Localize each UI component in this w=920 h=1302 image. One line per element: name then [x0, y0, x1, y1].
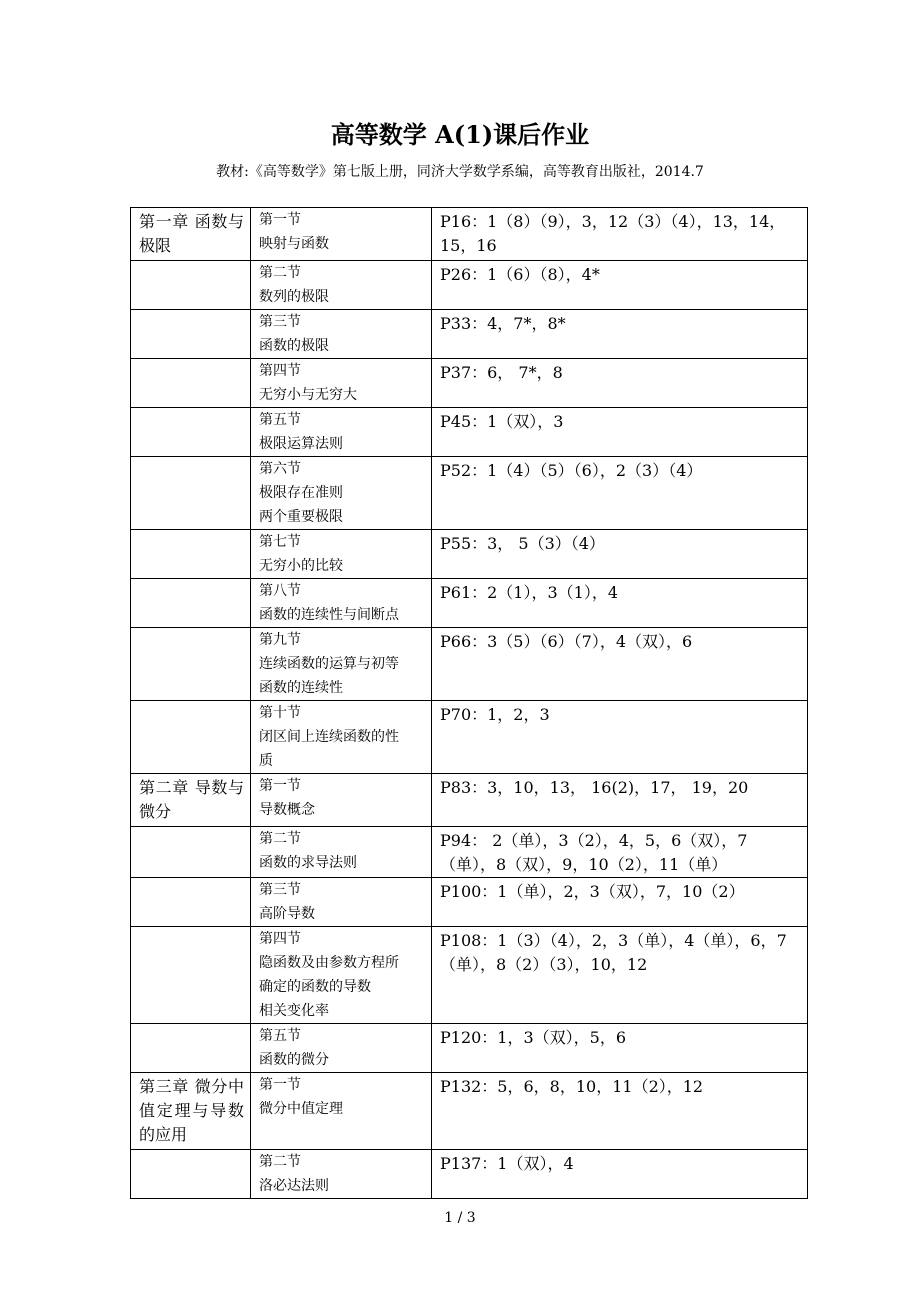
- exercises-cell: P66：3（5）（6）（7），4（双），6: [432, 628, 808, 701]
- section-line: 函数的求导法则: [259, 855, 357, 871]
- section-line: 第一节: [259, 212, 301, 228]
- section-line: 第六节: [259, 461, 301, 477]
- section-line: 相关变化率: [259, 1003, 329, 1019]
- document-title: 高等数学 A(1)课后作业: [330, 120, 590, 149]
- section-line: 第四节: [259, 363, 301, 379]
- section-line: 函数的微分: [259, 1052, 329, 1068]
- section-line: 第二节: [259, 265, 301, 281]
- chapter-cell: [131, 530, 251, 579]
- chapter-cell: [131, 1024, 251, 1073]
- section-line: 质: [259, 753, 273, 769]
- section-line: 连续函数的运算与初等: [259, 656, 399, 672]
- table-row: [131, 579, 808, 628]
- section-line: 第十节: [259, 705, 301, 721]
- homework-table: [130, 207, 808, 1199]
- section-line: 函数的连续性与间断点: [259, 607, 399, 623]
- section-cell: [251, 408, 432, 457]
- section-cell: [251, 310, 432, 359]
- chapter-cell: [131, 408, 251, 457]
- chapter-cell: [131, 701, 251, 774]
- exercises-cell: P16：1（8）（9），3，12（3）（4），13，14，15，16: [432, 208, 808, 261]
- section-cell: [251, 1073, 432, 1150]
- section-line: 无穷小的比较: [259, 558, 343, 574]
- section-cell: [251, 878, 432, 927]
- section-cell: [251, 579, 432, 628]
- exercises-cell: P94： 2（单），3（2），4，5，6（双），7（单），8（双），9，10（2），11（单）: [432, 827, 808, 878]
- chapter-cell: [131, 927, 251, 1024]
- chapter-cell: 第三章 微分中值定理与导数的应用: [131, 1073, 251, 1150]
- section-line: 第三节: [259, 882, 301, 898]
- table-row: [131, 1150, 808, 1199]
- section-line: 函数的极限: [259, 338, 329, 354]
- section-cell: [251, 774, 432, 827]
- section-cell: [251, 701, 432, 774]
- section-line: 隐函数及由参数方程所: [259, 955, 399, 971]
- chapter-cell: [131, 1150, 251, 1199]
- section-cell: [251, 927, 432, 1024]
- exercises-cell: P108：1（3）（4），2，3（单），4（单），6，7（单），8（2）（3），10，12: [432, 927, 808, 1024]
- table-row: [131, 261, 808, 310]
- section-line: 第八节: [259, 583, 301, 599]
- section-line: 高阶导数: [259, 906, 315, 922]
- exercises-cell: P132：5，6，8，10，11（2），12: [432, 1073, 808, 1150]
- table-row: [131, 774, 808, 827]
- table-row: [131, 628, 808, 701]
- exercises-cell: P37：6， 7*，8: [432, 359, 808, 408]
- section-line: 第五节: [259, 412, 301, 428]
- table-row: [131, 457, 808, 530]
- table-row: [131, 408, 808, 457]
- table-row: [131, 878, 808, 927]
- table-row: [131, 1073, 808, 1150]
- chapter-cell: [131, 579, 251, 628]
- table-row: [131, 827, 808, 878]
- exercises-cell: P26：1（6）（8），4*: [432, 261, 808, 310]
- section-line: 闭区间上连续函数的性: [259, 729, 399, 745]
- table-row: [131, 208, 808, 261]
- chapter-cell: [131, 310, 251, 359]
- page-number: 1 / 3: [444, 1210, 476, 1226]
- table-row: [131, 359, 808, 408]
- exercises-cell: P83：3，10，13， 16(2)，17， 19，20: [432, 774, 808, 827]
- exercises-cell: P61：2（1），3（1），4: [432, 579, 808, 628]
- section-cell: [251, 827, 432, 878]
- chapter-cell: [131, 457, 251, 530]
- section-line: 第七节: [259, 534, 301, 550]
- section-line: 第二节: [259, 1154, 301, 1170]
- section-line: 确定的函数的导数: [259, 979, 371, 995]
- section-line: 洛必达法则: [259, 1178, 329, 1194]
- chapter-cell: [131, 827, 251, 878]
- chapter-cell: [131, 628, 251, 701]
- chapter-cell: [131, 359, 251, 408]
- chapter-cell: [131, 261, 251, 310]
- chapter-cell: 第二章 导数与微分: [131, 774, 251, 827]
- section-line: 微分中值定理: [259, 1101, 343, 1117]
- textbook-info: 教材:《高等数学》第七版上册，同济大学数学系编，高等教育出版社，2014.7: [216, 164, 704, 180]
- section-cell: [251, 457, 432, 530]
- chapter-cell: 第一章 函数与极限: [131, 208, 251, 261]
- section-cell: [251, 530, 432, 579]
- section-line: 无穷小与无穷大: [259, 387, 357, 403]
- exercises-cell: P55：3， 5（3）（4）: [432, 530, 808, 579]
- section-cell: [251, 1024, 432, 1073]
- section-line: 第三节: [259, 314, 301, 330]
- section-line: 极限运算法则: [259, 436, 343, 452]
- section-cell: [251, 359, 432, 408]
- exercises-cell: P33：4，7*，8*: [432, 310, 808, 359]
- section-line: 导数概念: [259, 802, 315, 818]
- exercises-cell: P100：1（单），2，3（双），7，10（2）: [432, 878, 808, 927]
- section-cell: [251, 628, 432, 701]
- section-line: 函数的连续性: [259, 680, 343, 696]
- section-line: 第二节: [259, 831, 301, 847]
- section-cell: [251, 1150, 432, 1199]
- chapter-cell: [131, 878, 251, 927]
- section-line: 第五节: [259, 1028, 301, 1044]
- table-row: [131, 701, 808, 774]
- exercises-cell: P45：1（双），3: [432, 408, 808, 457]
- section-line: 第四节: [259, 931, 301, 947]
- section-line: 数列的极限: [259, 289, 329, 305]
- section-line: 第一节: [259, 1077, 301, 1093]
- section-line: 极限存在准则: [259, 485, 343, 501]
- section-line: 第一节: [259, 778, 301, 794]
- exercises-cell: P70：1，2，3: [432, 701, 808, 774]
- exercises-cell: P137：1（双），4: [432, 1150, 808, 1199]
- section-line: 两个重要极限: [259, 509, 343, 525]
- exercises-cell: P120：1，3（双），5，6: [432, 1024, 808, 1073]
- section-line: 第九节: [259, 632, 301, 648]
- exercises-cell: P52：1（4）（5）（6），2（3）（4）: [432, 457, 808, 530]
- table-row: [131, 310, 808, 359]
- table-row: [131, 530, 808, 579]
- table-row: [131, 927, 808, 1024]
- section-line: 映射与函数: [259, 236, 329, 252]
- section-cell: [251, 208, 432, 261]
- table-row: [131, 1024, 808, 1073]
- section-cell: [251, 261, 432, 310]
